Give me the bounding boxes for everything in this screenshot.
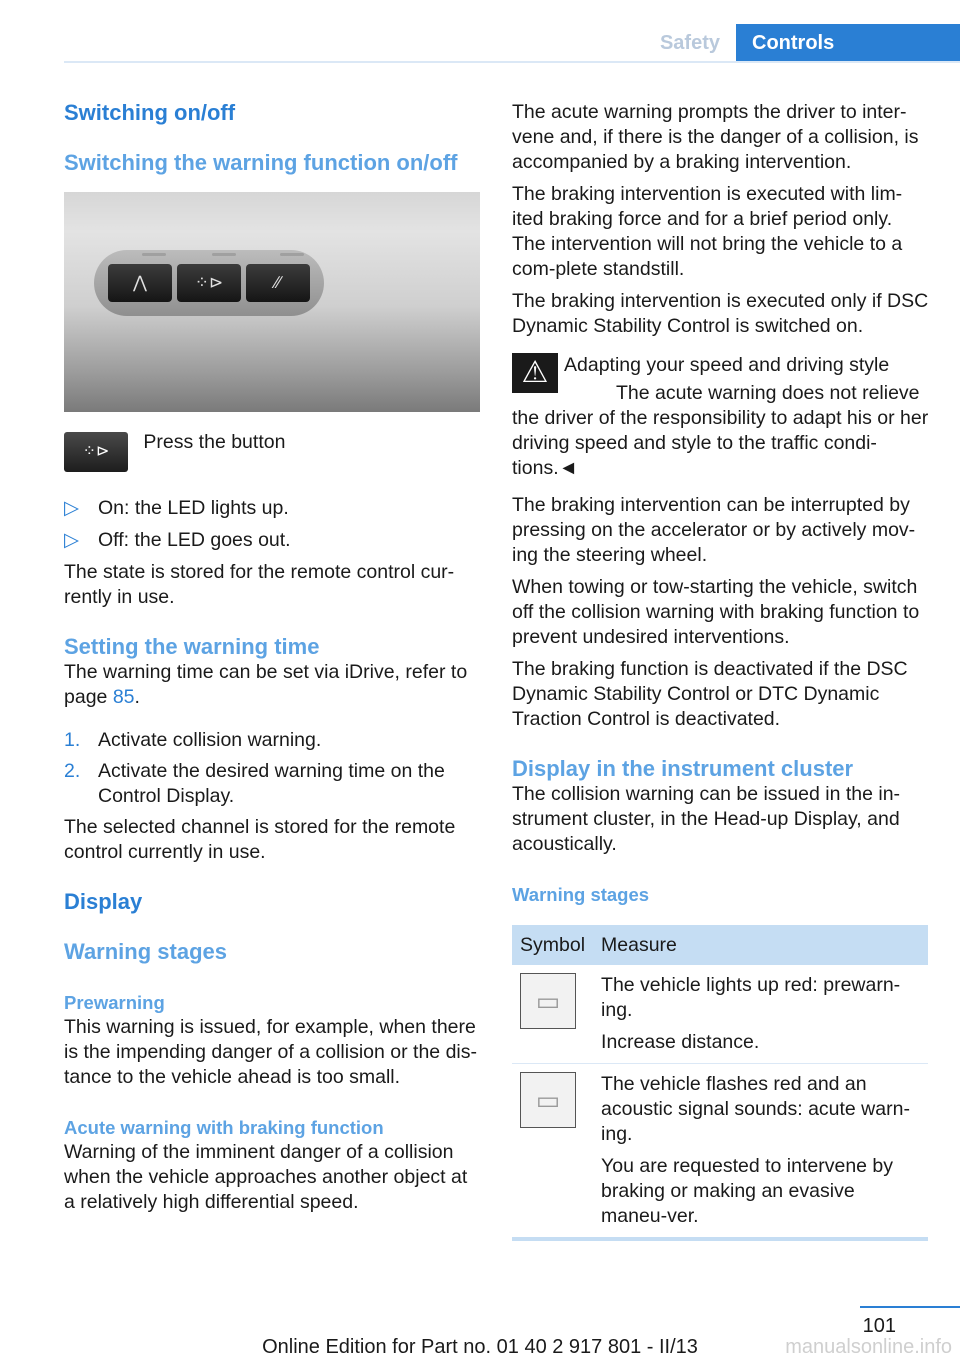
heading-prewarning: Prewarning xyxy=(64,992,165,1013)
column-header-symbol: Symbol xyxy=(512,925,593,965)
triangle-bullet-icon: ▷ xyxy=(64,529,79,551)
right-column xyxy=(512,100,930,1241)
list-item: 2. Activate the desired warning time on the Control Display. xyxy=(64,760,445,807)
heading-setting-warning-time: Setting the warning time xyxy=(64,634,320,659)
warning-triangle-icon: ⚠ xyxy=(512,353,558,393)
acute-warning-text: Warning of the imminent danger of a collision when the vehicle approaches another object at a relatively high differential speed. xyxy=(64,1141,468,1213)
footer-divider xyxy=(860,1306,960,1308)
paragraph: The collision warning can be issued in the in-strument cluster, in the Head-up Display, and acoustically. xyxy=(512,783,901,855)
table-header xyxy=(512,925,928,965)
header-divider xyxy=(64,61,960,63)
button-panel-photo xyxy=(64,192,480,412)
channel-stored-text: The selected channel is stored for the remote control currently in use. xyxy=(64,816,456,863)
list-item: ▷ Off: the LED goes out. xyxy=(64,529,291,551)
heading-switching-warning: Switching the warning function on/off xyxy=(64,150,458,175)
tab-safety[interactable]: Safety xyxy=(659,32,720,54)
page-number: 101 xyxy=(862,1315,896,1337)
state-stored-text: The state is stored for the remote control cur-rently in use. xyxy=(64,561,455,608)
steps-list xyxy=(64,728,482,809)
watermark: manualsonline.info xyxy=(785,1336,952,1358)
list-item: ▷ On: the LED lights up. xyxy=(64,497,289,519)
paragraph: The acute warning prompts the driver to inter-vene and, if there is the danger of a collision, is accompanied by a braking intervention. xyxy=(512,101,919,173)
paragraph: The braking intervention is executed with lim-ited braking force and for a brief period only. The intervention will not bring the vehicle to a com-plete standstill. xyxy=(512,183,903,280)
table-cell: The vehicle lights up red: prewarn-ing. xyxy=(601,974,901,1021)
heading-switching: Switching on/off xyxy=(64,100,236,125)
on-off-list xyxy=(64,496,482,553)
heading-display-cluster: Display in the instrument cluster xyxy=(512,756,854,781)
table-row xyxy=(512,1064,928,1240)
table-row xyxy=(512,965,928,1064)
park-distance-icon: ∕∕ xyxy=(246,264,310,302)
page-link[interactable]: 85 xyxy=(112,686,135,708)
led-indicator xyxy=(212,253,236,256)
heading-acute-warning: Acute warning with braking function xyxy=(64,1117,384,1138)
warning-note xyxy=(512,349,930,481)
tab-controls[interactable]: Controls xyxy=(736,24,960,62)
heading-warning-stages: Warning stages xyxy=(64,939,227,964)
collision-warning-button-icon: ⁘⊳ xyxy=(64,432,128,472)
paragraph: The braking intervention can be interrupted by pressing on the accelerator or by actively mov-ing the steering wheel. xyxy=(512,494,916,566)
button-panel xyxy=(94,250,324,316)
paragraph: The braking function is deactivated if the DSC Dynamic Stability Control or DTC Dynamic Traction Control is deactivated. xyxy=(512,658,908,730)
column-header-measure: Measure xyxy=(593,925,928,965)
table-cell: Increase distance. xyxy=(601,1031,760,1053)
warning-title: Adapting your speed and driving style xyxy=(564,354,890,376)
press-button-label: Press the button xyxy=(143,431,286,453)
car-acute-warning-icon: ▭ xyxy=(520,1072,576,1128)
left-column xyxy=(64,100,482,1215)
paragraph: When towing or tow-starting the vehicle, switch off the collision warning with braking function to prevent undesired interventions. xyxy=(512,576,920,648)
list-item: 1. Activate collision warning. xyxy=(64,729,322,751)
warning-stages-table xyxy=(512,925,928,1241)
table-cell: The vehicle flashes red and an acoustic signal sounds: acute warn-ing. xyxy=(601,1073,910,1145)
setting-text: The warning time can be set via iDrive, refer to page 85. xyxy=(64,661,468,708)
car-prewarning-icon: ▭ xyxy=(520,973,576,1029)
triangle-bullet-icon: ▷ xyxy=(64,497,79,519)
table-cell: You are requested to intervene by braking or making an evasive maneu-ver. xyxy=(601,1155,894,1227)
led-indicator xyxy=(142,253,166,256)
led-indicator xyxy=(280,253,304,256)
press-button-row xyxy=(64,432,482,476)
heading-display: Display xyxy=(64,889,143,914)
paragraph: The braking intervention is executed only if DSC Dynamic Stability Control is switched on. xyxy=(512,290,929,337)
collision-warning-icon: ⁘⊳ xyxy=(177,264,241,302)
lane-warning-icon: ⋀ xyxy=(108,264,172,302)
prewarning-text: This warning is issued, for example, when there is the impending danger of a collision or the dis-tance to the vehicle ahead is too small. xyxy=(64,1016,477,1088)
warning-text: The acute warning does not relieve the driver of the responsibility to adapt his or her driving speed and style to the traffic condi-tions.◄ xyxy=(512,382,929,479)
edition-text: Online Edition for Part no. 01 40 2 917 801 - II/13 xyxy=(262,1336,698,1358)
heading-table-warning-stages: Warning stages xyxy=(512,884,650,905)
